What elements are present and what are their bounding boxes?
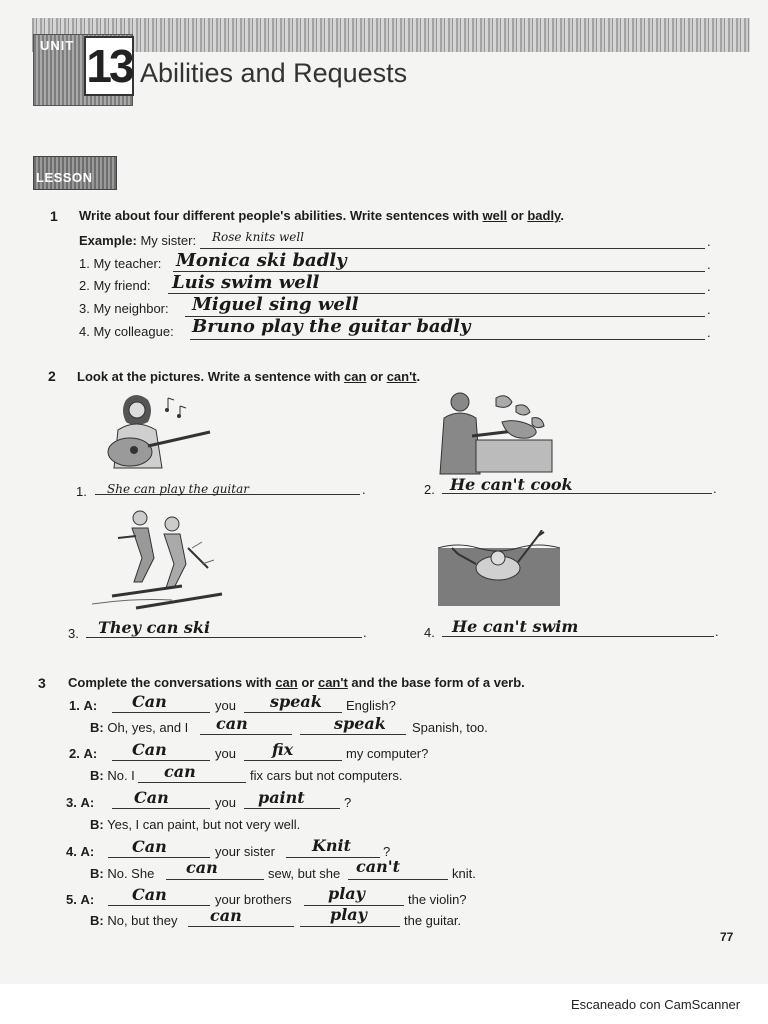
conv-1-b: B: Oh, yes, and I <box>90 720 189 735</box>
conv-2-a-blank-1: Can <box>132 740 167 759</box>
conv-1-a: 1. A: <box>69 698 98 713</box>
unit-number: 13 <box>84 36 134 96</box>
conv-4-b-blank-2: can't <box>356 857 401 876</box>
ex1-item-1: 1. My teacher: <box>79 256 162 271</box>
man-swimming-picture <box>438 530 560 606</box>
exercise-1-instruction: Write about four different people's abilities. Write sentences with well or badly. <box>79 208 564 223</box>
conv-2-b-blank-1: can <box>164 762 196 781</box>
conv-3-a-blank-2: paint <box>258 788 305 807</box>
conv-1-a-blank-1: Can <box>132 692 167 711</box>
conv-5-b: B: No, but they <box>90 913 178 928</box>
worksheet-page: UNIT 13 Abilities and Requests LESSON 1 Write about four different people's abilities. Write sentences with well or badly. Example: My sister: . Rose knits well 1. My teacher: . Monica ski badly 2. My friend: . Luis swim well 3. My neighbor: . Miguel sing well 4. My colleague: . Bruno play the guitar badly 2 Look at the pictures. Write a sentence with can or can't. 1. . She can play the guitar 2. . He can't cook 3. . They can ski 4. . He can't swim 3 Complete the conversations with can or can't and the base form of a verb. 1. A: Can you speak English? B: Oh, yes, and I can speak Spanish, too. 2. A: Can you fix my computer? B: No. I can fix cars but not computers. 3. A: Can you paint ? B: Yes, I can paint, but not very well. 4. A: Can your sister Knit ? B: No. She can sew, but she can't knit. 5. A: Can your brothers play the violin? B: No, but they can play the guitar. 77 Escaneado con CamScanner <box>0 0 768 1024</box>
woman-guitar-picture <box>98 390 218 480</box>
exercise-2-number: 2 <box>48 368 56 384</box>
conv-4-a-blank-1: Can <box>132 837 167 856</box>
conv-5-a-blank-1: Can <box>132 885 167 904</box>
exercise-3-instruction: Complete the conversations with can or can't and the base form of a verb. <box>68 675 525 690</box>
conv-3-b: B: Yes, I can paint, but not very well. <box>90 817 301 832</box>
conv-4-a-blank-2: Knit <box>312 836 352 855</box>
ex1-item-3: 3. My neighbor: <box>79 301 169 316</box>
ex1-item-2: 2. My friend: <box>79 278 151 293</box>
ex1-item-4: 4. My colleague: <box>79 324 174 339</box>
conv-4-b-blank-1: can <box>186 858 218 877</box>
conv-5-a-blank-2: play <box>328 884 365 903</box>
conv-2-a: 2. A: <box>69 746 98 761</box>
page-number: 77 <box>720 930 734 944</box>
unit-title: Abilities and Requests <box>140 58 408 88</box>
exercise-1-number: 1 <box>50 208 58 224</box>
conv-3-a-blank-1: Can <box>134 788 169 807</box>
conv-5-a: 5. A: <box>66 892 95 907</box>
ex2-item-1-number: 1. <box>76 484 87 499</box>
example-line: Example: My sister: <box>79 233 197 248</box>
ex2-item-3-number: 3. <box>68 626 79 641</box>
conv-4-b: B: No. She <box>90 866 155 881</box>
unit-label: UNIT <box>40 38 75 53</box>
conv-1-a-blank-2: speak <box>270 692 322 711</box>
answer-rule <box>190 339 705 340</box>
conv-2-a-blank-2: fix <box>272 740 294 759</box>
exercise-2-instruction: Look at the pictures. Write a sentence with can or can't. <box>77 369 421 384</box>
exercise-3-number: 3 <box>38 675 46 691</box>
conv-1-b-blank-1: can <box>216 714 248 733</box>
example-answer: Rose knits well <box>212 230 305 244</box>
ex2-item-4-number: 4. <box>424 625 435 640</box>
conv-4-a: 4. A: <box>66 844 95 859</box>
ex2-answer-1: She can play the guitar <box>107 482 249 496</box>
answer-rule <box>200 248 705 249</box>
conv-5-b-blank-1: can <box>210 906 242 925</box>
ex2-answer-2: He can't cook <box>450 475 573 494</box>
ex1-answer-4: Bruno play the guitar badly <box>192 316 471 337</box>
ex2-item-2-number: 2. <box>424 482 435 497</box>
ex1-answer-3: Miguel sing well <box>192 294 359 315</box>
conv-5-b-blank-2: play <box>330 905 367 924</box>
skiers-picture <box>92 508 232 612</box>
conv-1-b-blank-2: speak <box>334 714 386 733</box>
answer-rule <box>442 636 714 637</box>
header-band <box>32 18 750 52</box>
lesson-label: LESSON <box>36 170 93 185</box>
answer-rule <box>86 637 362 638</box>
scanner-watermark-text: Escaneado con CamScanner <box>571 997 741 1012</box>
ex1-answer-1: Monica ski badly <box>176 250 347 271</box>
ex2-answer-3: They can ski <box>98 618 211 637</box>
conv-3-a: 3. A: <box>66 795 95 810</box>
ex2-answer-4: He can't swim <box>452 617 579 636</box>
conv-2-b: B: No. I <box>90 768 135 783</box>
man-cooking-picture <box>436 388 561 476</box>
ex1-answer-2: Luis swim well <box>172 272 320 293</box>
